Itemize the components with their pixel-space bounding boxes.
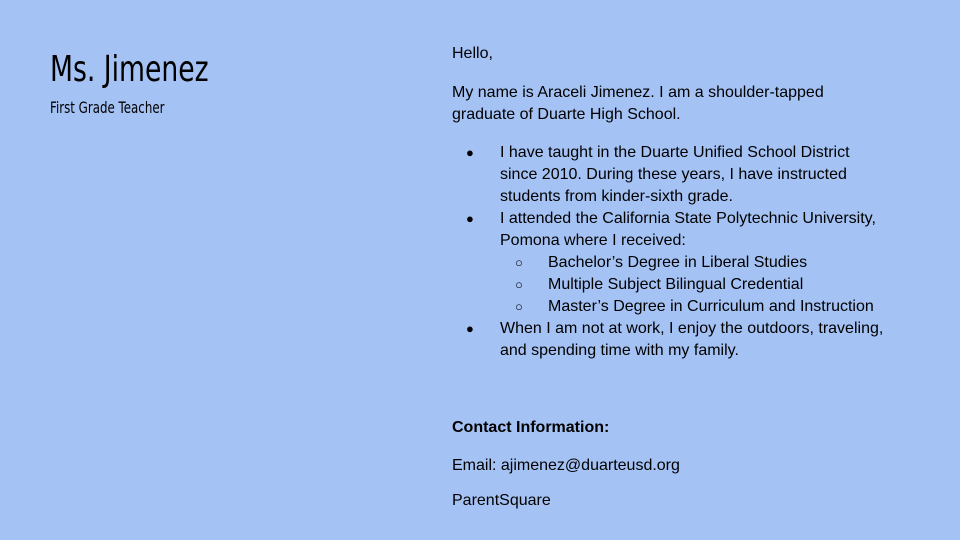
bullet-item-hobbies [452,318,942,362]
greeting-text: Hello, [452,45,493,62]
bullet-line: students from kinder-sixth grade. [500,188,733,205]
bullet-line: I have taught in the Duarte Unified School District [500,144,850,161]
bullet-line: and spending time with my family. [500,342,739,359]
degree-sublist [500,252,942,318]
intro-paragraph [452,82,824,126]
circle-bullet-icon: ○ [515,299,523,314]
bullet-item-education [452,208,942,318]
sub-bullet-text: Multiple Subject Bilingual Credential [548,276,804,293]
sub-bullet-item [500,252,942,274]
intro-line: My name is Araceli Jimenez. I am a shoulder-tapped [452,84,824,101]
bullet-line: I attended the California State Polytechnic University, [500,210,876,227]
bullet-dot-icon: ● [466,211,474,226]
bullet-dot-icon: ● [466,321,474,336]
slide-title: Ms. Jimenez [50,49,209,90]
bullet-item-teaching [452,142,942,208]
slide-subtitle: First Grade Teacher [50,98,165,117]
sub-bullet-text: Master’s Degree in Curriculum and Instruction [548,298,874,315]
bullet-line: Pomona where I received: [500,232,686,249]
contact-heading: Contact Information: [452,419,610,436]
bullet-line: since 2010. During these years, I have instructed [500,166,847,183]
sub-bullet-item [500,274,942,296]
bullet-line: When I am not at work, I enjoy the outdoors, traveling, [500,320,884,337]
circle-bullet-icon: ○ [515,255,523,270]
parentsquare-text: ParentSquare [452,492,551,509]
circle-bullet-icon: ○ [515,277,523,292]
email-text: Email: ajimenez@duarteusd.org [452,457,680,474]
intro-line: graduate of Duarte High School. [452,106,681,123]
bullet-list [452,142,942,362]
sub-bullet-item [500,296,942,318]
bullet-dot-icon: ● [466,145,474,160]
sub-bullet-text: Bachelor’s Degree in Liberal Studies [548,254,808,271]
